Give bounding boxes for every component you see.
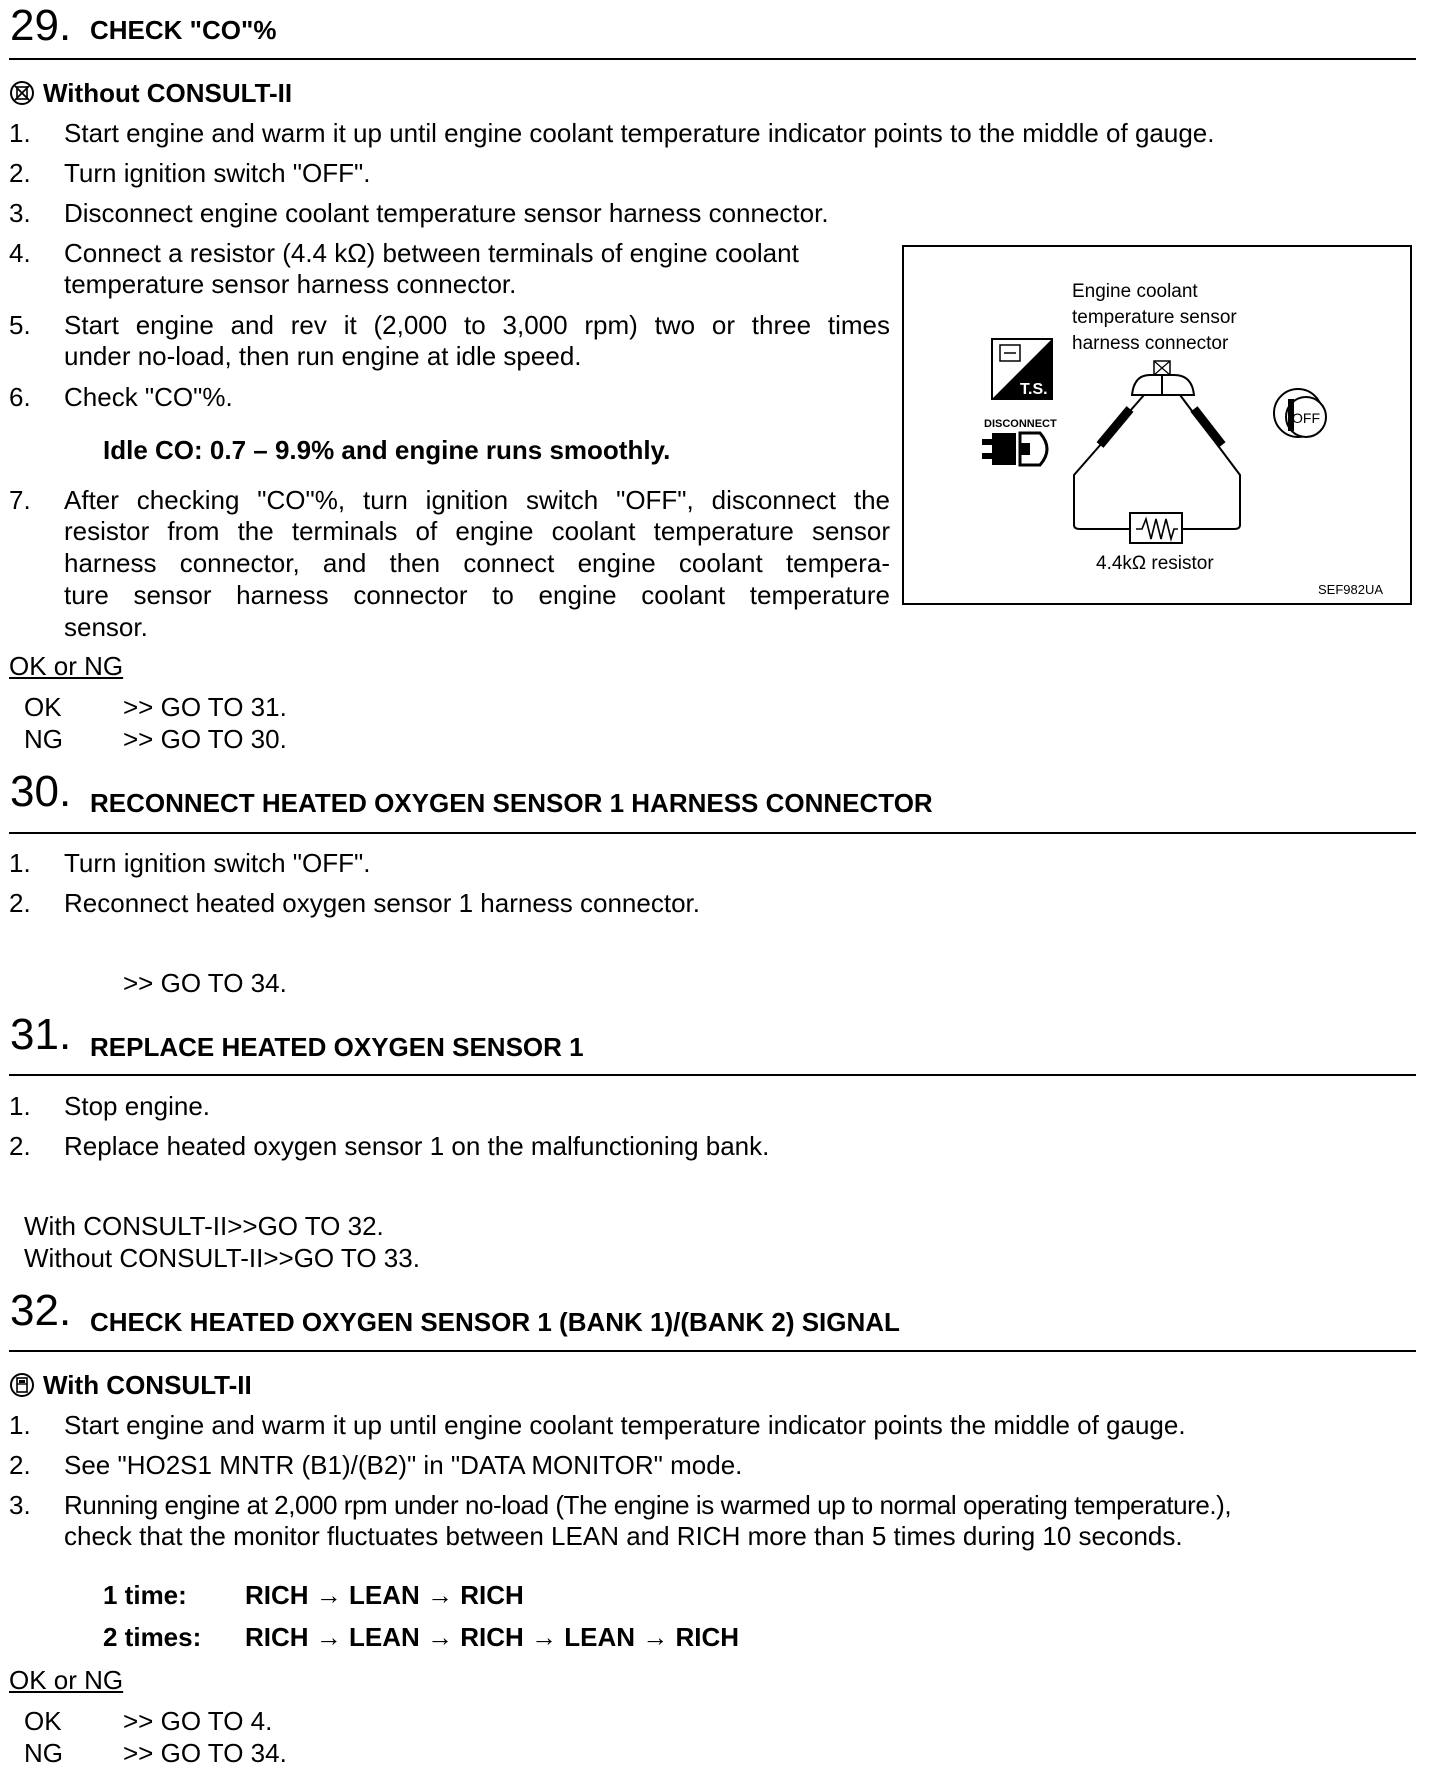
mode-without-consult-label: Without CONSULT-II xyxy=(43,78,293,108)
s32-result-ng-goto[interactable]: >> GO TO 34. xyxy=(123,1738,287,1768)
step-text-line: After checking "CO"%, turn ignition switch "OFF", disconnect the xyxy=(64,485,890,515)
step-text-line: resistor from the terminals of engine coolant temperature sensor xyxy=(64,516,890,546)
step-text: Start engine and warm it up until engine coolant temperature indicator points to the middle of gauge. xyxy=(64,118,1215,148)
step-text: Turn ignition switch "OFF". xyxy=(64,848,371,878)
mode-with-consult xyxy=(9,1370,252,1400)
step-text: Disconnect engine coolant temperature sensor harness connector. xyxy=(64,198,829,228)
fig-label-line-1: Engine coolant xyxy=(1072,281,1198,302)
resistor-symbol xyxy=(1130,513,1182,543)
section-30-rule xyxy=(9,832,1416,834)
probe-left xyxy=(1100,409,1130,445)
s32-result-ok-goto[interactable]: >> GO TO 4. xyxy=(123,1706,273,1736)
step-number: 2. xyxy=(9,888,31,918)
s32-ok-or-ng: OK or NG xyxy=(9,1665,124,1695)
section-29-title: CHECK "CO"% xyxy=(90,15,277,45)
step-number: 3. xyxy=(9,1490,31,1520)
step-number: 5. xyxy=(9,310,31,340)
section-32-title: CHECK HEATED OXYGEN SENSOR 1 (BANK 1)/(BANK 2) SIGNAL xyxy=(90,1307,900,1337)
step-text: Replace heated oxygen sensor 1 on the malfunctioning bank. xyxy=(64,1131,770,1161)
step-number: 2. xyxy=(9,158,31,188)
s32-result-ok-key: OK xyxy=(24,1706,62,1736)
mode-with-consult-label: With CONSULT-II xyxy=(43,1370,252,1400)
section-30-number: 30. xyxy=(10,767,72,816)
connector xyxy=(1132,361,1194,395)
step-text: Turn ignition switch "OFF". xyxy=(64,158,371,188)
step-number: 2. xyxy=(9,1131,31,1161)
step-text-line: temperature sensor harness connector. xyxy=(64,269,517,299)
fig-label-line-3: harness connector xyxy=(1072,333,1229,354)
section-29-number: 29. xyxy=(10,1,72,50)
s29-result-ok-goto[interactable]: >> GO TO 31. xyxy=(123,692,287,722)
step-number: 1. xyxy=(9,118,31,148)
s32-result-ng-key: NG xyxy=(24,1738,63,1768)
section-31-title: REPLACE HEATED OXYGEN SENSOR 1 xyxy=(90,1032,584,1062)
step-number: 7. xyxy=(9,485,31,515)
section-30-title: RECONNECT HEATED OXYGEN SENSOR 1 HARNESS CONNECTOR xyxy=(90,788,933,818)
step-text: Stop engine. xyxy=(64,1091,211,1121)
section-29-rule xyxy=(9,58,1416,60)
step-number: 4. xyxy=(9,238,31,268)
s29-result-ng-key: NG xyxy=(24,724,63,754)
s32-spec-1-key: 1 time: xyxy=(103,1580,187,1610)
section-31-number: 31. xyxy=(10,1010,72,1059)
fig-off-label: OFF xyxy=(1292,410,1320,426)
step-text: Start engine and warm it up until engine coolant temperature indicator points the middle of gauge. xyxy=(64,1410,1186,1440)
step-text: See "HO2S1 MNTR (B1)/(B2)" in "DATA MONITOR" mode. xyxy=(64,1450,743,1480)
section-32-number: 32. xyxy=(10,1286,72,1335)
step-text-line: ture sensor harness connector to engine coolant temperature xyxy=(64,580,890,610)
s29-result-ok-key: OK xyxy=(24,692,62,722)
step-text-line: Start engine and rev it (2,000 to 3,000 rpm) two or three times xyxy=(64,310,890,340)
step-number: 6. xyxy=(9,382,31,412)
section-32-rule xyxy=(9,1350,1416,1352)
s32-spec-1-value: RICH → LEAN → RICH xyxy=(245,1580,524,1610)
disconnect-icon xyxy=(982,433,1047,465)
figure-ect-sensor-resistor xyxy=(902,245,1412,605)
s32-spec-2-key: 2 times: xyxy=(103,1622,202,1652)
step-text-line: harness connector, and then connect engine coolant tempera- xyxy=(64,548,890,578)
fig-label-line-2: temperature sensor xyxy=(1072,307,1237,328)
step-number: 1. xyxy=(9,1091,31,1121)
mode-without-consult xyxy=(9,78,292,108)
step-text-line: Connect a resistor (4.4 kΩ) between terminals of engine coolant xyxy=(64,238,799,268)
step-text-line: Running engine at 2,000 rpm under no-load (The engine is warmed up to normal operating temperature.), xyxy=(64,1490,1232,1520)
step-text: Reconnect heated oxygen sensor 1 harness connector. xyxy=(64,888,700,918)
fig-disconnect-label: DISCONNECT xyxy=(984,418,1057,430)
s31-with-consult-goto[interactable]: With CONSULT-II>>GO TO 32. xyxy=(24,1211,384,1241)
s31-without-consult-goto[interactable]: Without CONSULT-II>>GO TO 33. xyxy=(24,1243,420,1273)
with-consult-icon xyxy=(9,1372,35,1398)
s29-ok-or-ng: OK or NG xyxy=(9,651,124,681)
step-number: 1. xyxy=(9,1410,31,1440)
s32-spec-2-value: RICH → LEAN → RICH → LEAN → RICH xyxy=(245,1622,739,1652)
step-text-line: under no-load, then run engine at idle speed. xyxy=(64,341,582,371)
fig-ts-label: T.S. xyxy=(1020,381,1048,398)
fig-code: SEF982UA xyxy=(1318,582,1384,597)
fig-resistor-label: 4.4kΩ resistor xyxy=(1096,553,1214,574)
step-number: 3. xyxy=(9,198,31,228)
wires xyxy=(1074,395,1240,529)
s29-spec: Idle CO: 0.7 – 9.9% and engine runs smoothly. xyxy=(103,435,671,465)
section-31-rule xyxy=(9,1074,1416,1076)
step-text: Check "CO"%. xyxy=(64,382,233,412)
step-text-line: sensor. xyxy=(64,612,148,642)
step-text-line: check that the monitor fluctuates between LEAN and RICH more than 5 times during 10 seconds. xyxy=(64,1521,1183,1551)
probe-right xyxy=(1194,409,1222,445)
step-number: 1. xyxy=(9,848,31,878)
without-consult-icon xyxy=(9,80,35,106)
s30-goto[interactable]: >> GO TO 34. xyxy=(123,968,287,998)
step-number: 2. xyxy=(9,1450,31,1480)
s29-result-ng-goto[interactable]: >> GO TO 30. xyxy=(123,724,287,754)
